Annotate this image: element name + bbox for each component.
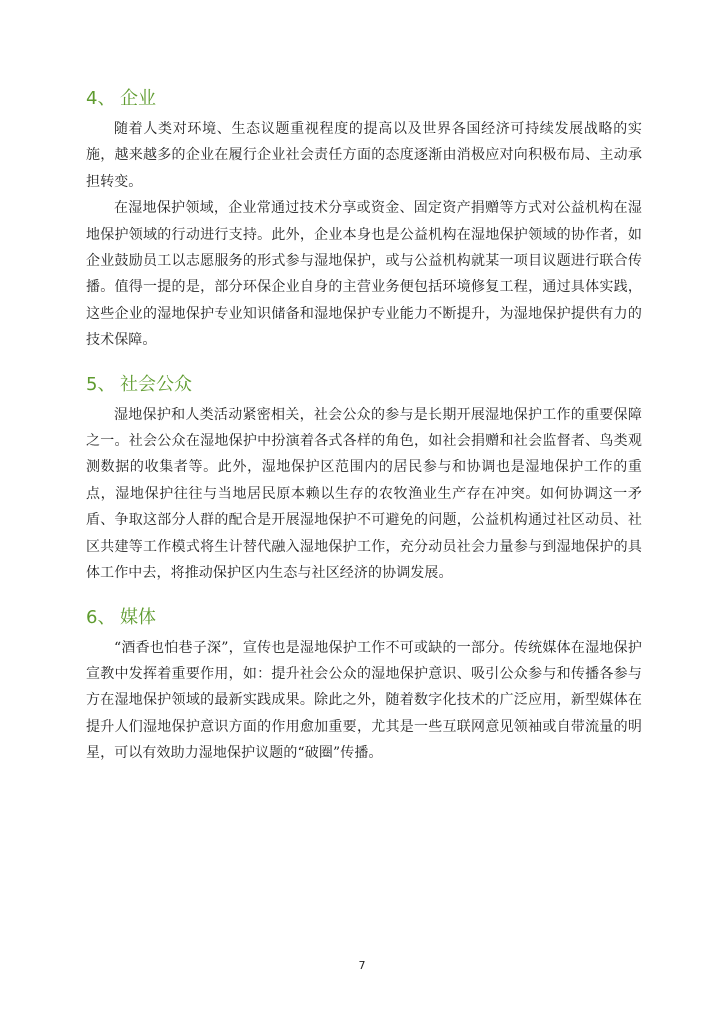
page-content — [86, 86, 642, 767]
section-number: 5、 — [86, 373, 116, 395]
section-number: 6、 — [86, 606, 116, 628]
section-title: 社会公众 — [120, 373, 192, 395]
paragraph: 湿地保护和人类活动紧密相关，社会公众的参与是长期开展湿地保护工作的重要保障之一。社会公众在湿地保护中扮演着各式各样的角色，如社会捐赠和社会监督者、鸟类观测数据的收集者等。此外，湿地保护区范围内的居民参与和协调也是湿地保护工作的重点，湿地保护往往与当地居民原本赖以生存的农牧渔业生产存在冲突。如何协调这一矛盾、争取这部分人群的配合是开展湿地保护不可避免的问题，公益机构通过社区动员、社区共建等工作模式将生计替代融入湿地保护工作，充分动员社会力量参与到湿地保护的具体工作中去，将推动保护区内生态与社区经济的协调发展。 — [86, 406, 642, 582]
section-public — [86, 372, 642, 587]
section-enterprise — [86, 86, 642, 354]
section-number: 4、 — [86, 88, 116, 109]
paragraph: 在湿地保护领域，企业常通过技术分享或资金、固定资产捐赠等方式对公益机构在湿地保护领域的行动进行支持。此外，企业本身也是公益机构在湿地保护领域的协作者，如企业鼓励员工以志愿服务的形式参与湿地保护，或与公益机构就某一项目议题进行联合传播。值得一提的是，部分环保企业自身的主营业务便包括环境修复工程，通过具体实践，这些企业的湿地保护专业知识储备和湿地保护专业能力不断提升，为湿地保护提供有力的技术保障。 — [86, 200, 642, 349]
section-title: 企业 — [120, 88, 156, 109]
paragraph: 随着人类对环境、生态议题重视程度的提高以及世界各国经济可持续发展战略的实施，越来越多的企业在履行企业社会责任方面的态度逐渐由消极应对向积极布局、主动承担转变。 — [86, 121, 642, 190]
page-number: 7 — [358, 959, 366, 972]
section-gap — [86, 587, 642, 605]
section-media — [86, 605, 642, 767]
section-title: 媒体 — [120, 606, 156, 628]
section-heading — [86, 86, 642, 112]
section-heading — [86, 605, 642, 631]
section-heading — [86, 372, 642, 398]
section-gap — [86, 354, 642, 372]
paragraph: “酒香也怕巷子深”，宣传也是湿地保护工作不可或缺的一部分。传统媒体在湿地保护宣教中发挥着重要作用，如：提升社会公众的湿地保护意识、吸引公众参与和传播各参与方在湿地保护领域的最新实践成果。除此之外，随着数字化技术的广泛应用，新型媒体在提升人们湿地保护意识方面的作用愈加重要，尤其是一些互联网意见领袖或自带流量的明星，可以有效助力湿地保护议题的“破圈”传播。 — [86, 639, 642, 762]
